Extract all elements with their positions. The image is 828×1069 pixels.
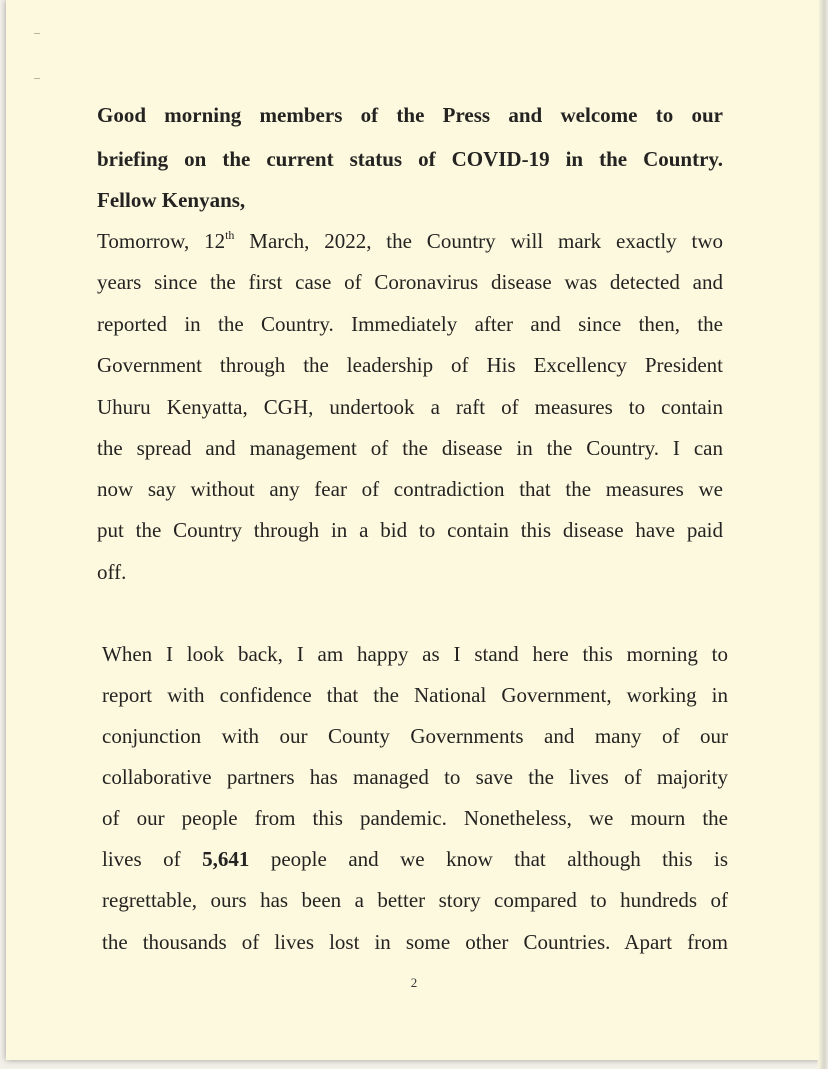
lives-suffix: people and we know that although this is [249,847,729,871]
paragraph-2-line-3: conjunction with our County Governments and many of our [102,724,728,748]
page-number: 2 [410,975,418,990]
paragraph-1-line-1 [97,228,723,254]
death-count: 5,641 [202,847,250,871]
paragraph-2-line-2: report with confidence that the National Government, working in [102,683,728,707]
paragraph-2-line-5: of our people from this pandemic. Nonetheless, we mourn the [102,806,728,830]
lives-prefix: lives of [102,847,203,871]
date-superscript: th [225,228,235,242]
paragraph-1-line-6: the spread and management of the disease in the Country. I can [97,436,723,460]
paragraph-2-line-7: regrettable, ours has been a better story compared to hundreds of [102,888,728,912]
paragraph-2-line-1: When I look back, I am happy as I stand here this morning to [102,642,728,666]
paragraph-2-line-6 [102,846,728,872]
paragraph-2-line-8: the thousands of lives lost in some other Countries. Apart from [102,930,728,954]
page-edge-shadow [818,0,828,1069]
paragraph-1-line-4: Government through the leadership of His Excellency President [97,353,723,377]
greeting-line-2: briefing on the current status of COVID-19 in the Country. [97,147,723,171]
date-suffix: March, 2022, the Country will mark exactly two [234,229,724,253]
scan-speck [34,33,40,34]
paragraph-1-line-7: now say without any fear of contradiction that the measures we [97,477,723,501]
scan-speck [34,78,40,79]
paragraph-1-line-2: years since the first case of Coronavirus disease was detected and [97,270,723,294]
paragraph-2-line-4: collaborative partners has managed to save the lives of majority [102,765,728,789]
paragraph-1-line-5: Uhuru Kenyatta, CGH, undertook a raft of measures to contain [97,395,723,419]
salutation: Fellow Kenyans, [97,188,246,212]
greeting-line-1: Good morning members of the Press and welcome to our [97,103,723,127]
paragraph-1-line-3: reported in the Country. Immediately after and since then, the [97,312,723,336]
paragraph-1-line-9: off. [97,560,127,584]
paragraph-1-line-8: put the Country through in a bid to contain this disease have paid [97,518,723,542]
date-prefix: Tomorrow, 12 [97,229,226,253]
